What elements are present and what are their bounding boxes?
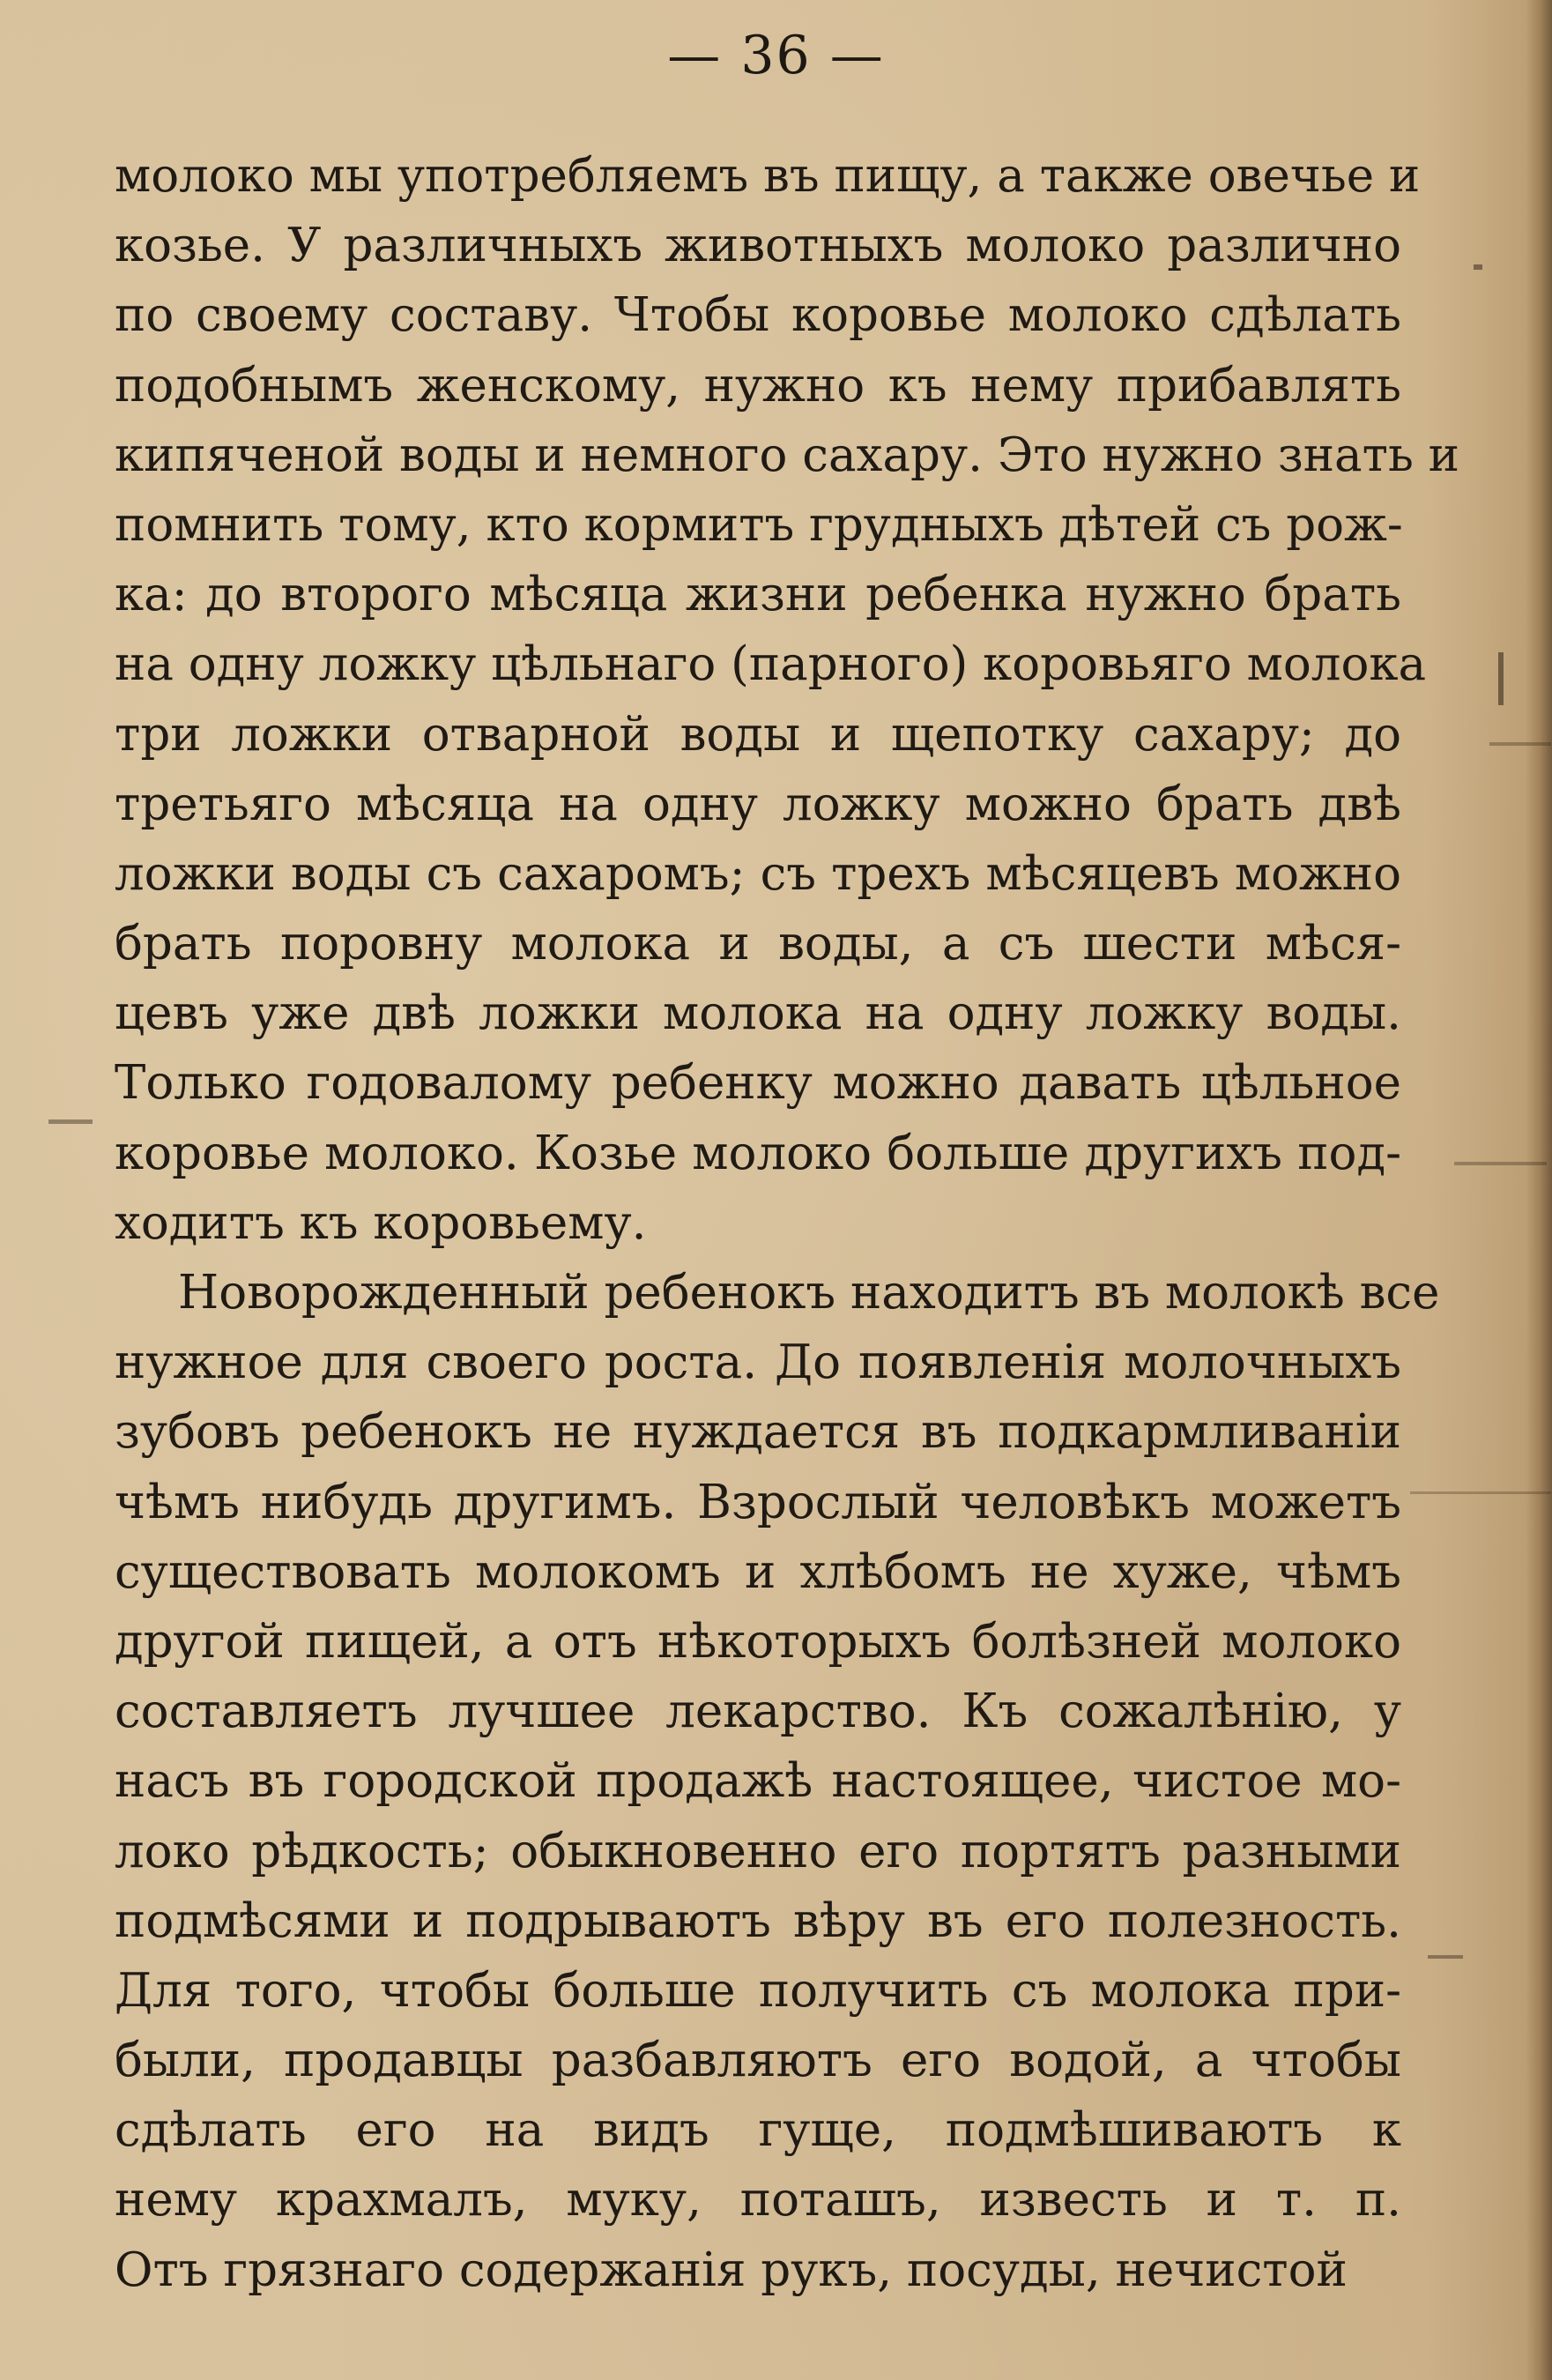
text-line: ка: до второго мѣсяца жизни ребенка нужно брать [115, 568, 1401, 622]
text-line: чѣмъ нибудь другимъ. Взрослый человѣкъ можетъ [115, 1475, 1401, 1529]
text-line: нужное для своего роста. До появленія молочныхъ [115, 1335, 1401, 1390]
text-line: на одну ложку цѣльнаго (парного) коровьяго молока [115, 637, 1427, 692]
text-line: насъ въ городской продажѣ настоящее, чистое мо- [115, 1754, 1401, 1809]
margin-mark [1454, 1162, 1547, 1165]
text-line: помнить тому, кто кормитъ грудныхъ дѣтей съ рож- [115, 497, 1403, 552]
text-line: сдѣлать его на видъ гуще, подмѣшиваютъ к [115, 2103, 1401, 2158]
text-line: другой пищей, а отъ нѣкоторыхъ болѣзней молоко [115, 1614, 1401, 1669]
text-line: молоко мы употребляемъ въ пищу, а также овечье и [115, 149, 1421, 203]
text-line: Отъ грязнаго содержанія рукъ, посуды, нечистой [115, 2242, 1348, 2297]
margin-mark [1489, 742, 1551, 746]
page-number: — 36 — [667, 25, 885, 86]
text-line: брать поровну молока и воды, а съ шести мѣся- [115, 917, 1401, 971]
text-line: по своему составу. Чтобы коровье молоко сдѣлать [115, 288, 1401, 343]
paragraph [115, 141, 1460, 1258]
text-line: три ложки отварной воды и щепотку сахару; до [115, 707, 1401, 762]
text-line: подобнымъ женскому, нужно къ нему прибавлять [115, 358, 1401, 413]
margin-mark [1498, 652, 1504, 705]
text-line: козье. У различныхъ животныхъ молоко различно [115, 219, 1401, 273]
margin-mark [48, 1119, 93, 1124]
text-line: были, продавцы разбавляютъ его водой, а чтобы [115, 2034, 1401, 2088]
text-line: нему крахмалъ, муку, поташъ, известь и т. п. [115, 2173, 1401, 2228]
body-text [115, 141, 1460, 2305]
margin-mark [1410, 1491, 1551, 1494]
text-line: существовать молокомъ и хлѣбомъ не хуже, чѣмъ [115, 1544, 1401, 1599]
text-line: подмѣсями и подрываютъ вѣру въ его полезность. [115, 1893, 1401, 1948]
text-line: кипяченой воды и немного сахару. Это нужно знать и [115, 428, 1460, 482]
text-line: локо рѣдкость; обыкновенно его портятъ разными [115, 1824, 1401, 1878]
text-line: Только годовалому ребенку можно давать цѣльное [115, 1056, 1401, 1111]
text-line: Новорожденный ребенокъ находитъ въ молокѣ все [178, 1266, 1440, 1320]
margin-mark [1428, 1955, 1463, 1959]
page-edge-shadow [1526, 0, 1552, 2380]
text-line: Для того, чтобы больше получить съ молока при- [115, 1963, 1401, 2018]
text-line: цевъ уже двѣ ложки молока на одну ложку воды. [115, 986, 1401, 1041]
text-line: зубовъ ребенокъ не нуждается въ подкармливаніи [115, 1405, 1401, 1460]
text-line: ходитъ къ коровьему. [115, 1195, 647, 1250]
margin-mark [1474, 264, 1482, 270]
text-line: составляетъ лучшее лекарство. Къ сожалѣнію, у [115, 1685, 1401, 1739]
text-line: ложки воды съ сахаромъ; съ трехъ мѣсяцевъ можно [115, 846, 1401, 901]
paragraph [115, 1258, 1440, 2305]
text-line: коровье молоко. Козье молоко больше другихъ под- [115, 1126, 1401, 1180]
text-line: третьяго мѣсяца на одну ложку можно брать двѣ [115, 777, 1401, 831]
